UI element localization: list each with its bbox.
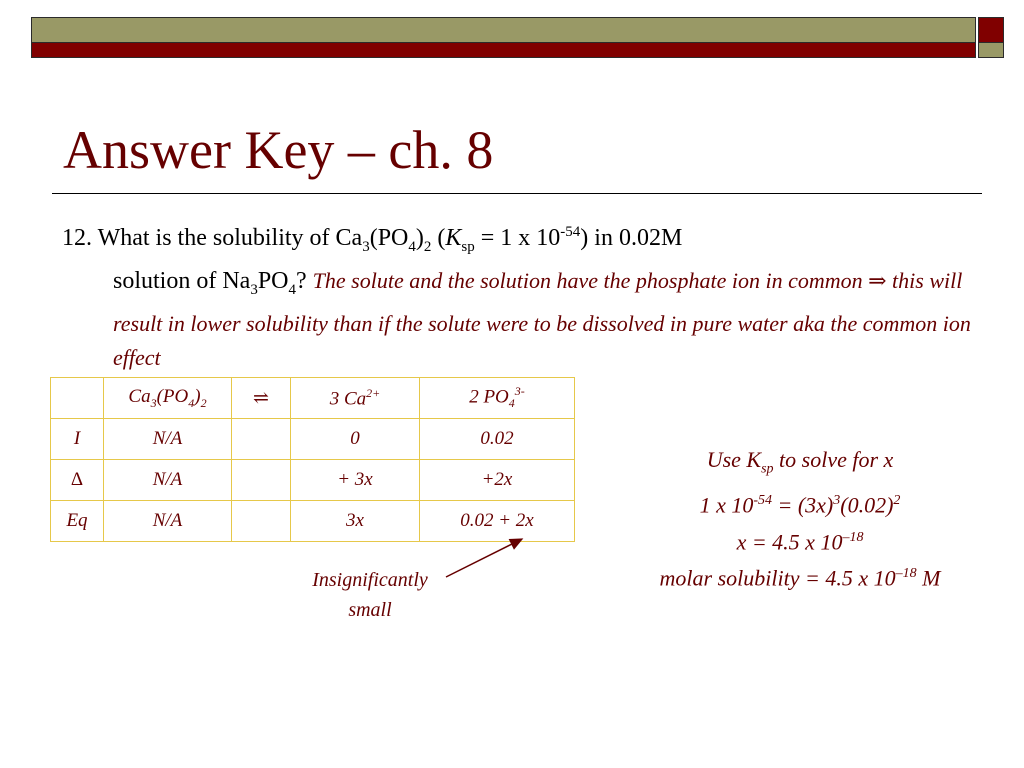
table-cell: + 3x — [291, 460, 420, 501]
question-line-2: solution of $Na_3PO_4$? The solute and the solution have the phosphate ion in common ⇒ this will result in lower solubility than if the solute were to be dissolved in pure water aka the common ion effect — [113, 267, 971, 370]
slide-title: Answer Key – ch. 8 — [63, 120, 494, 180]
solution-line-3: x = 4.5 x $10^{-18}$ — [736, 529, 864, 555]
table-cell: 3x — [291, 501, 420, 542]
table-cell: N/A — [104, 419, 232, 460]
ice-row-label: Δ — [51, 460, 104, 501]
ice-header-calcium: 3 $Ca^{2+}$ — [291, 378, 420, 419]
ice-row-label: Eq — [51, 501, 104, 542]
ice-row-label: I — [51, 419, 104, 460]
table-cell: 0.02 — [420, 419, 575, 460]
solution-line-2: 1 x $10^{-54} = (3x)^3(0.02)^2$ — [699, 492, 901, 518]
ice-header-phosphate: 2 $PO_4^{3-}$ — [420, 378, 575, 419]
table-cell: +2x — [420, 460, 575, 501]
table-cell: N/A — [104, 460, 232, 501]
question-number: 12. — [62, 225, 92, 251]
insignificant-annotation: Insignificantly small — [312, 569, 428, 621]
ice-header-reactant: $Ca_3(PO_4)_2$ — [104, 378, 232, 419]
table-cell: 0.02 + 2x — [420, 501, 575, 542]
solution-line-1: Use $K_{sp}$ to solve for x — [706, 447, 894, 477]
table-cell: N/A — [104, 501, 232, 542]
table-cell: 0 — [291, 419, 420, 460]
solution-line-4: molar solubility = 4.5 x $10^{-18}$ M — [659, 565, 941, 591]
equilibrium-arrow: ⇌ — [232, 378, 291, 419]
common-ion-note: The solute and the solution have the phosphate ion in common ⇒ this will result in lower solubility than if the solute were to be dissolved in pure water aka the common ion effect — [113, 267, 971, 370]
question-line-1: 12. What is the solubility of $Ca_3(PO_4)_2$ ($K_{sp} = 1$ x $10^{-54}$) in 0.02M — [62, 224, 683, 255]
